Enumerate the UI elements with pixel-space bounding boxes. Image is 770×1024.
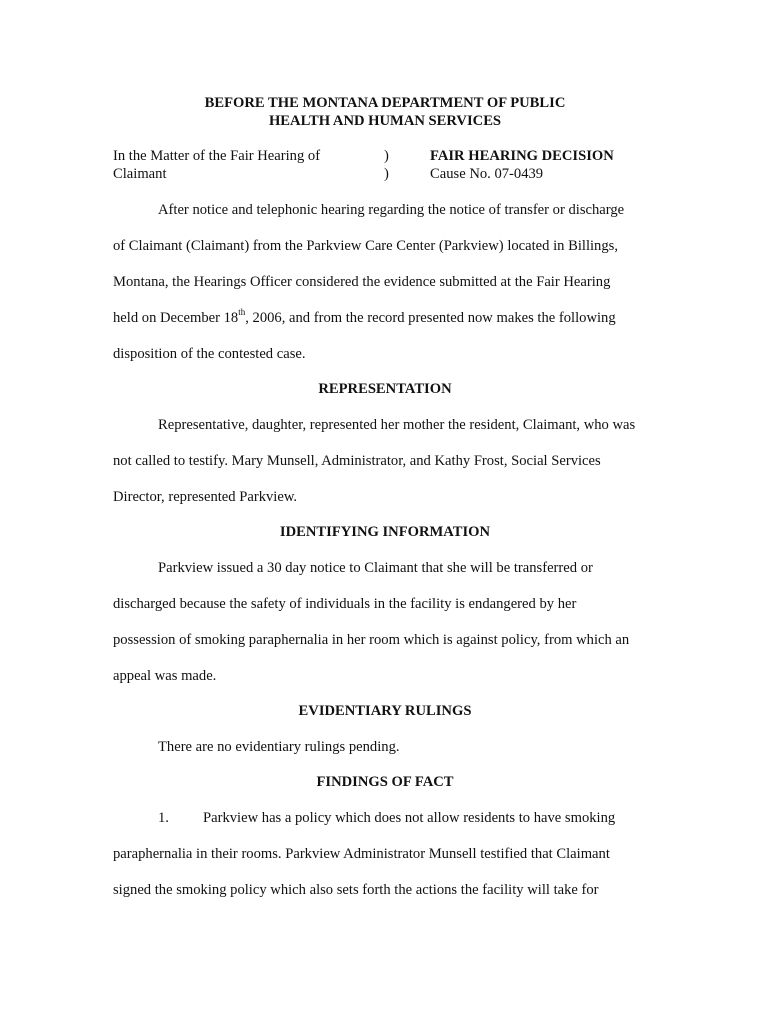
representation-heading: REPRESENTATION xyxy=(318,381,452,397)
caption-paren-2: ) xyxy=(384,166,389,182)
intro-line-2: of Claimant (Claimant) from the Parkview Care Center (Parkview) located in Billings, xyxy=(113,238,618,254)
finding-number: 1. xyxy=(158,810,169,826)
findings-heading: FINDINGS OF FACT xyxy=(316,774,454,790)
representation-line-3: Director, represented Parkview. xyxy=(113,489,298,505)
decision-title: FAIR HEARING DECISION xyxy=(430,148,614,164)
representation-line-2: not called to testify. Mary Munsell, Administrator, and Kathy Frost, Social Services xyxy=(113,453,601,469)
findings-line-3: signed the smoking policy which also sets forth the actions the facility will take for xyxy=(113,882,599,898)
finding-1-text: Parkview has a policy which does not allow residents to have smoking xyxy=(203,810,616,826)
intro-line-4-end: , 2006, and from the record presented now makes the following xyxy=(245,310,616,326)
identifying-heading: IDENTIFYING INFORMATION xyxy=(279,524,491,540)
ordinal-suffix: th xyxy=(238,307,246,318)
identifying-line-2: discharged because the safety of individuals in the facility is endangered by her xyxy=(113,596,577,612)
caption-paren-1: ) xyxy=(384,148,389,164)
intro-line-4 xyxy=(113,309,616,327)
findings-line-1 xyxy=(158,809,615,827)
intro-line-1: After notice and telephonic hearing regarding the notice of transfer or discharge xyxy=(158,202,625,218)
cause-number: Cause No. 07-0439 xyxy=(430,166,544,182)
intro-line-4-start: held on December 18 xyxy=(113,310,239,326)
header-line-1: BEFORE THE MONTANA DEPARTMENT OF PUBLIC xyxy=(204,95,566,111)
representation-line-1: Representative, daughter, represented her mother the resident, Claimant, who was xyxy=(158,417,636,433)
intro-line-5: disposition of the contested case. xyxy=(113,346,306,362)
caption-matter-line-1: In the Matter of the Fair Hearing of xyxy=(113,148,321,164)
identifying-line-1: Parkview issued a 30 day notice to Claimant that she will be transferred or xyxy=(158,560,593,576)
evidentiary-line-1: There are no evidentiary rulings pending. xyxy=(158,739,400,755)
caption-matter-line-2: Claimant xyxy=(113,166,167,182)
evidentiary-heading: EVIDENTIARY RULINGS xyxy=(298,703,472,719)
identifying-line-4: appeal was made. xyxy=(113,668,217,684)
header-line-2: HEALTH AND HUMAN SERVICES xyxy=(268,113,502,129)
intro-line-3: Montana, the Hearings Officer considered the evidence submitted at the Fair Hearing xyxy=(113,274,611,290)
identifying-line-3: possession of smoking paraphernalia in her room which is against policy, from which an xyxy=(113,632,630,648)
findings-line-2: paraphernalia in their rooms. Parkview Administrator Munsell testified that Claimant xyxy=(113,846,610,862)
